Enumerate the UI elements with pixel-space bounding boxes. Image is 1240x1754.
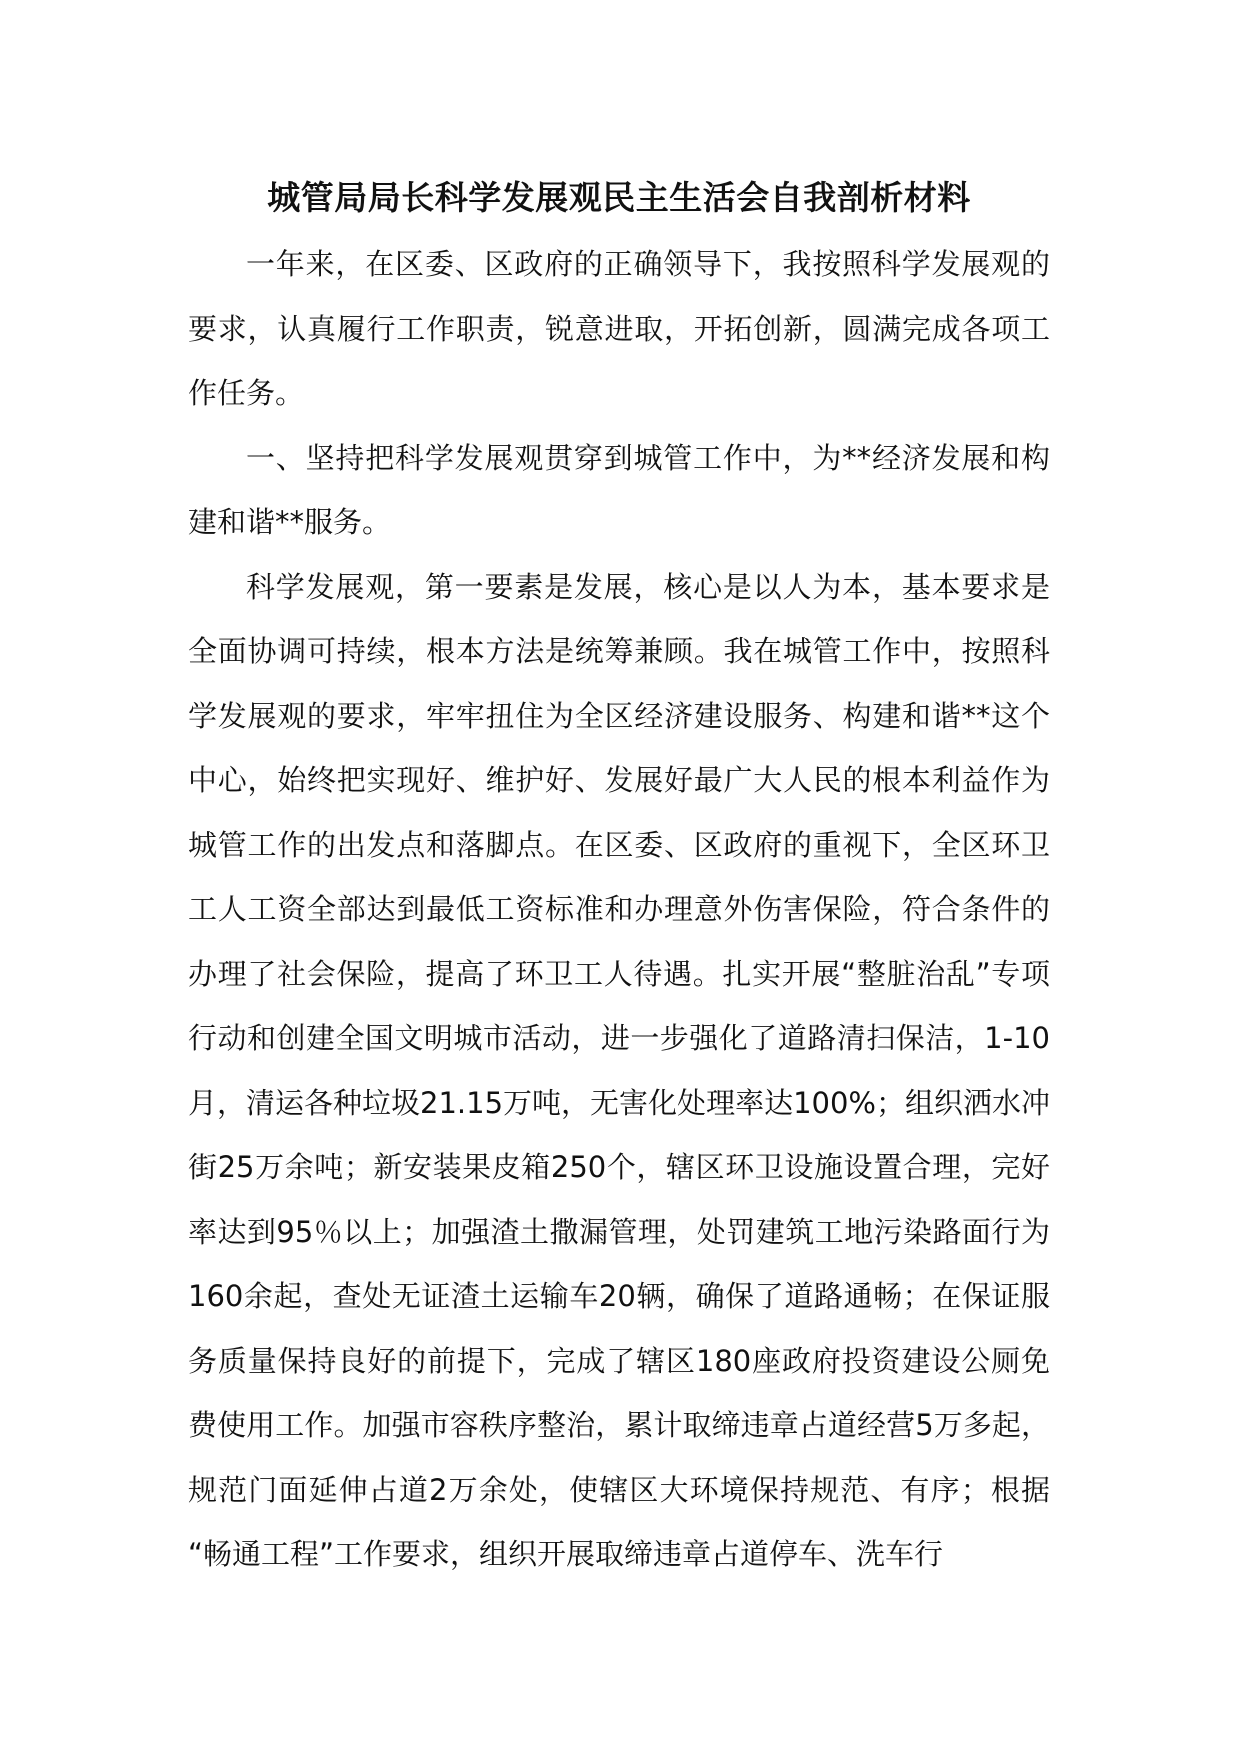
paragraph-body: 科学发展观，第一要素是发展，核心是以人为本，基本要求是全面协调可持续，根本方法是统筹兼顾。我在城管工作中，按照科学发展观的要求，牢牢扭住为全区经济建设服务、构建和谐**这个中心，始终把实现好、维护好、发展好最广大人民的根本利益作为城管工作的出发点和落脚点。在区委、区政府的重视下，全区环卫工人工资全部达到最低工资标准和办理意外伤害保险，符合条件的办理了社会保险，提高了环卫工人待遇。扎实开展“整脏治乱”专项行动和创建全国文明城市活动，进一步强化了道路清扫保洁，1-10月，清运各种垃圾21.15万吨，无害化处理率达100%；组织洒水冲街25万余吨；新安装果皮箱250个，辖区环卫设施设置合理，完好率达到95％以上；加强渣土撒漏管理，处罚建筑工地污染路面行为160余起，查处无证渣土运输车20辆，确保了道路通畅；在保证服务质量保持良好的前提下，完成了辖区180座政府投资建设公厕免费使用工作。加强市容秩序整治，累计取缔违章占道经营5万多起，规范门面延伸占道2万余处，使辖区大环境保持规范、有序；根据 “畅通工程”工作要求，组织开展取缔违章占道停车、洗车行 — [188, 569, 1050, 1571]
paragraph-intro: 一年来，在区委、区政府的正确领导下，我按照科学发展观的要求，认真履行工作职责，锐意进取，开拓创新，圆满完成各项工作任务。 — [188, 247, 1050, 410]
paragraph-section-heading: 一、坚持把科学发展观贯穿到城管工作中，为**经济发展和构建和谐**服务。 — [188, 440, 1050, 539]
document-title: 城管局局长科学发展观民主生活会自我剖析材料 — [267, 178, 971, 217]
document-body — [188, 170, 1050, 1587]
